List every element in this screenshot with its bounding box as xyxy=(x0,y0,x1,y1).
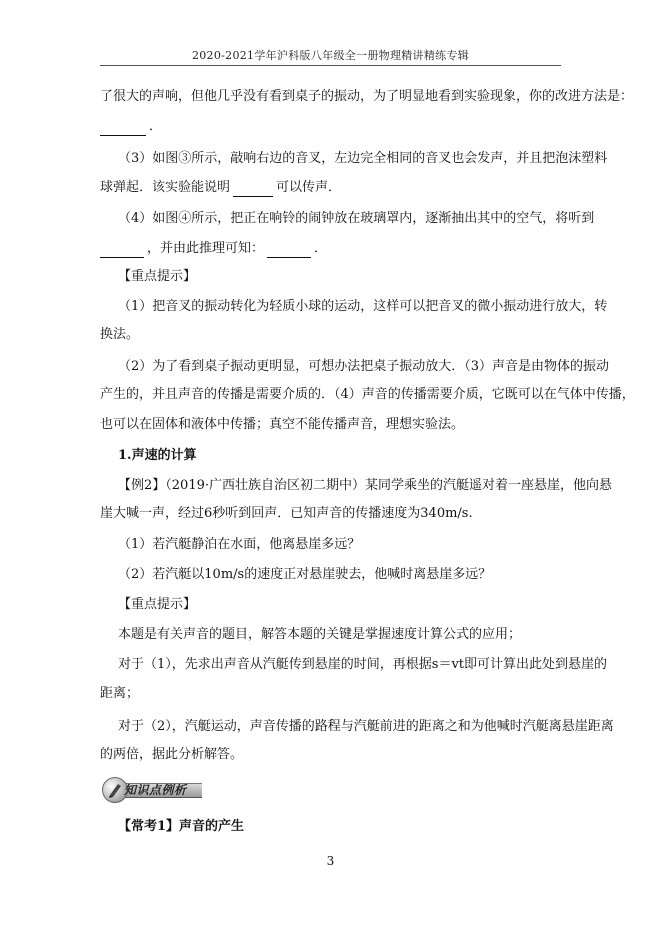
text-line: 也可以在固体和液体中传播；真空不能传播声音，理想实验法。 xyxy=(100,417,465,432)
answer-blank[interactable] xyxy=(233,182,273,197)
text-line: 距离； xyxy=(100,686,140,701)
text-line: （1）若汽艇静泊在水面，他离悬崖多远？ xyxy=(118,537,361,552)
text-line: 崖大喊一声，经过6秒听到回声．已知声音的传播速度为340m/s. xyxy=(100,506,473,521)
section-heading: 【重点提示】 xyxy=(118,597,197,612)
text-line: 对于（1），先求出声音从汽艇传到悬崖的时间，再根据s＝vt即可计算出此处到悬崖的 xyxy=(118,657,608,672)
answer-blank[interactable] xyxy=(267,243,311,258)
text-line-blank: ． xyxy=(100,118,570,136)
header-rule xyxy=(100,65,561,66)
text-line: 产生的，并且声音的传播是需要介质的．（4）声音的传播需要介质，它既可以在气体中传播， xyxy=(100,387,635,402)
text-line: （3）如图③所示，敲响右边的音叉，左边完全相同的音叉也会发声，并且把泡沫塑料 xyxy=(118,151,608,166)
text-line: （1）把音叉的振动转化为轻质小球的运动，这样可以把音叉的微小振动进行放大，转 xyxy=(118,299,608,314)
section-title: 【常考1】声音的产生 xyxy=(118,819,245,834)
text-line: 【例2】（2019·广西壮族自治区初二期中）某同学乘坐的汽艇遥对着一座悬崖，他向悬 xyxy=(118,478,612,493)
section-heading: 【重点提示】 xyxy=(118,269,197,284)
text-line-blank: ，并由此推理可知： ． xyxy=(100,240,570,258)
text-line: （2）为了看到桌子振动更明显，可想办法把桌子振动放大．（3）声音是由物体的振动 xyxy=(118,359,610,374)
text-line: 的两倍，据此分析解答。 xyxy=(100,747,244,762)
section-title: 1.声速的计算 xyxy=(118,448,197,463)
text-line: 换法。 xyxy=(100,327,140,342)
text-line: （4）如图④所示，把正在响铃的闹钟放在玻璃罩内，逐渐抽出其中的空气，将听到 xyxy=(118,211,595,226)
text-line: （2）若汽艇以10m/s的速度正对悬崖驶去，他喊时离悬崖多远？ xyxy=(118,567,492,582)
text-line: 了很大的声响，但他几乎没有看到桌子的振动，为了明显地看到实验现象，你的改进方法是： xyxy=(100,89,634,104)
text-line: 本题是有关声音的题目，解答本题的关键是掌握速度计算公式的应用； xyxy=(118,627,522,642)
text-line-blank: 球弹起．该实验能说明 可以传声． xyxy=(100,180,342,195)
badge-label: 知识点例析 xyxy=(124,783,187,797)
section-badge xyxy=(102,777,202,801)
page-number: 3 xyxy=(326,854,335,868)
text-line: 对于（2），汽艇运动，声音传播的路程与汽艇前进的距离之和为他喊时汽艇离悬崖距离 xyxy=(118,719,614,734)
page-header: 2020-2021学年沪科版八年级全一册物理精讲精练专辑 xyxy=(191,49,470,62)
answer-blank[interactable] xyxy=(100,243,144,258)
answer-blank[interactable] xyxy=(100,121,146,136)
